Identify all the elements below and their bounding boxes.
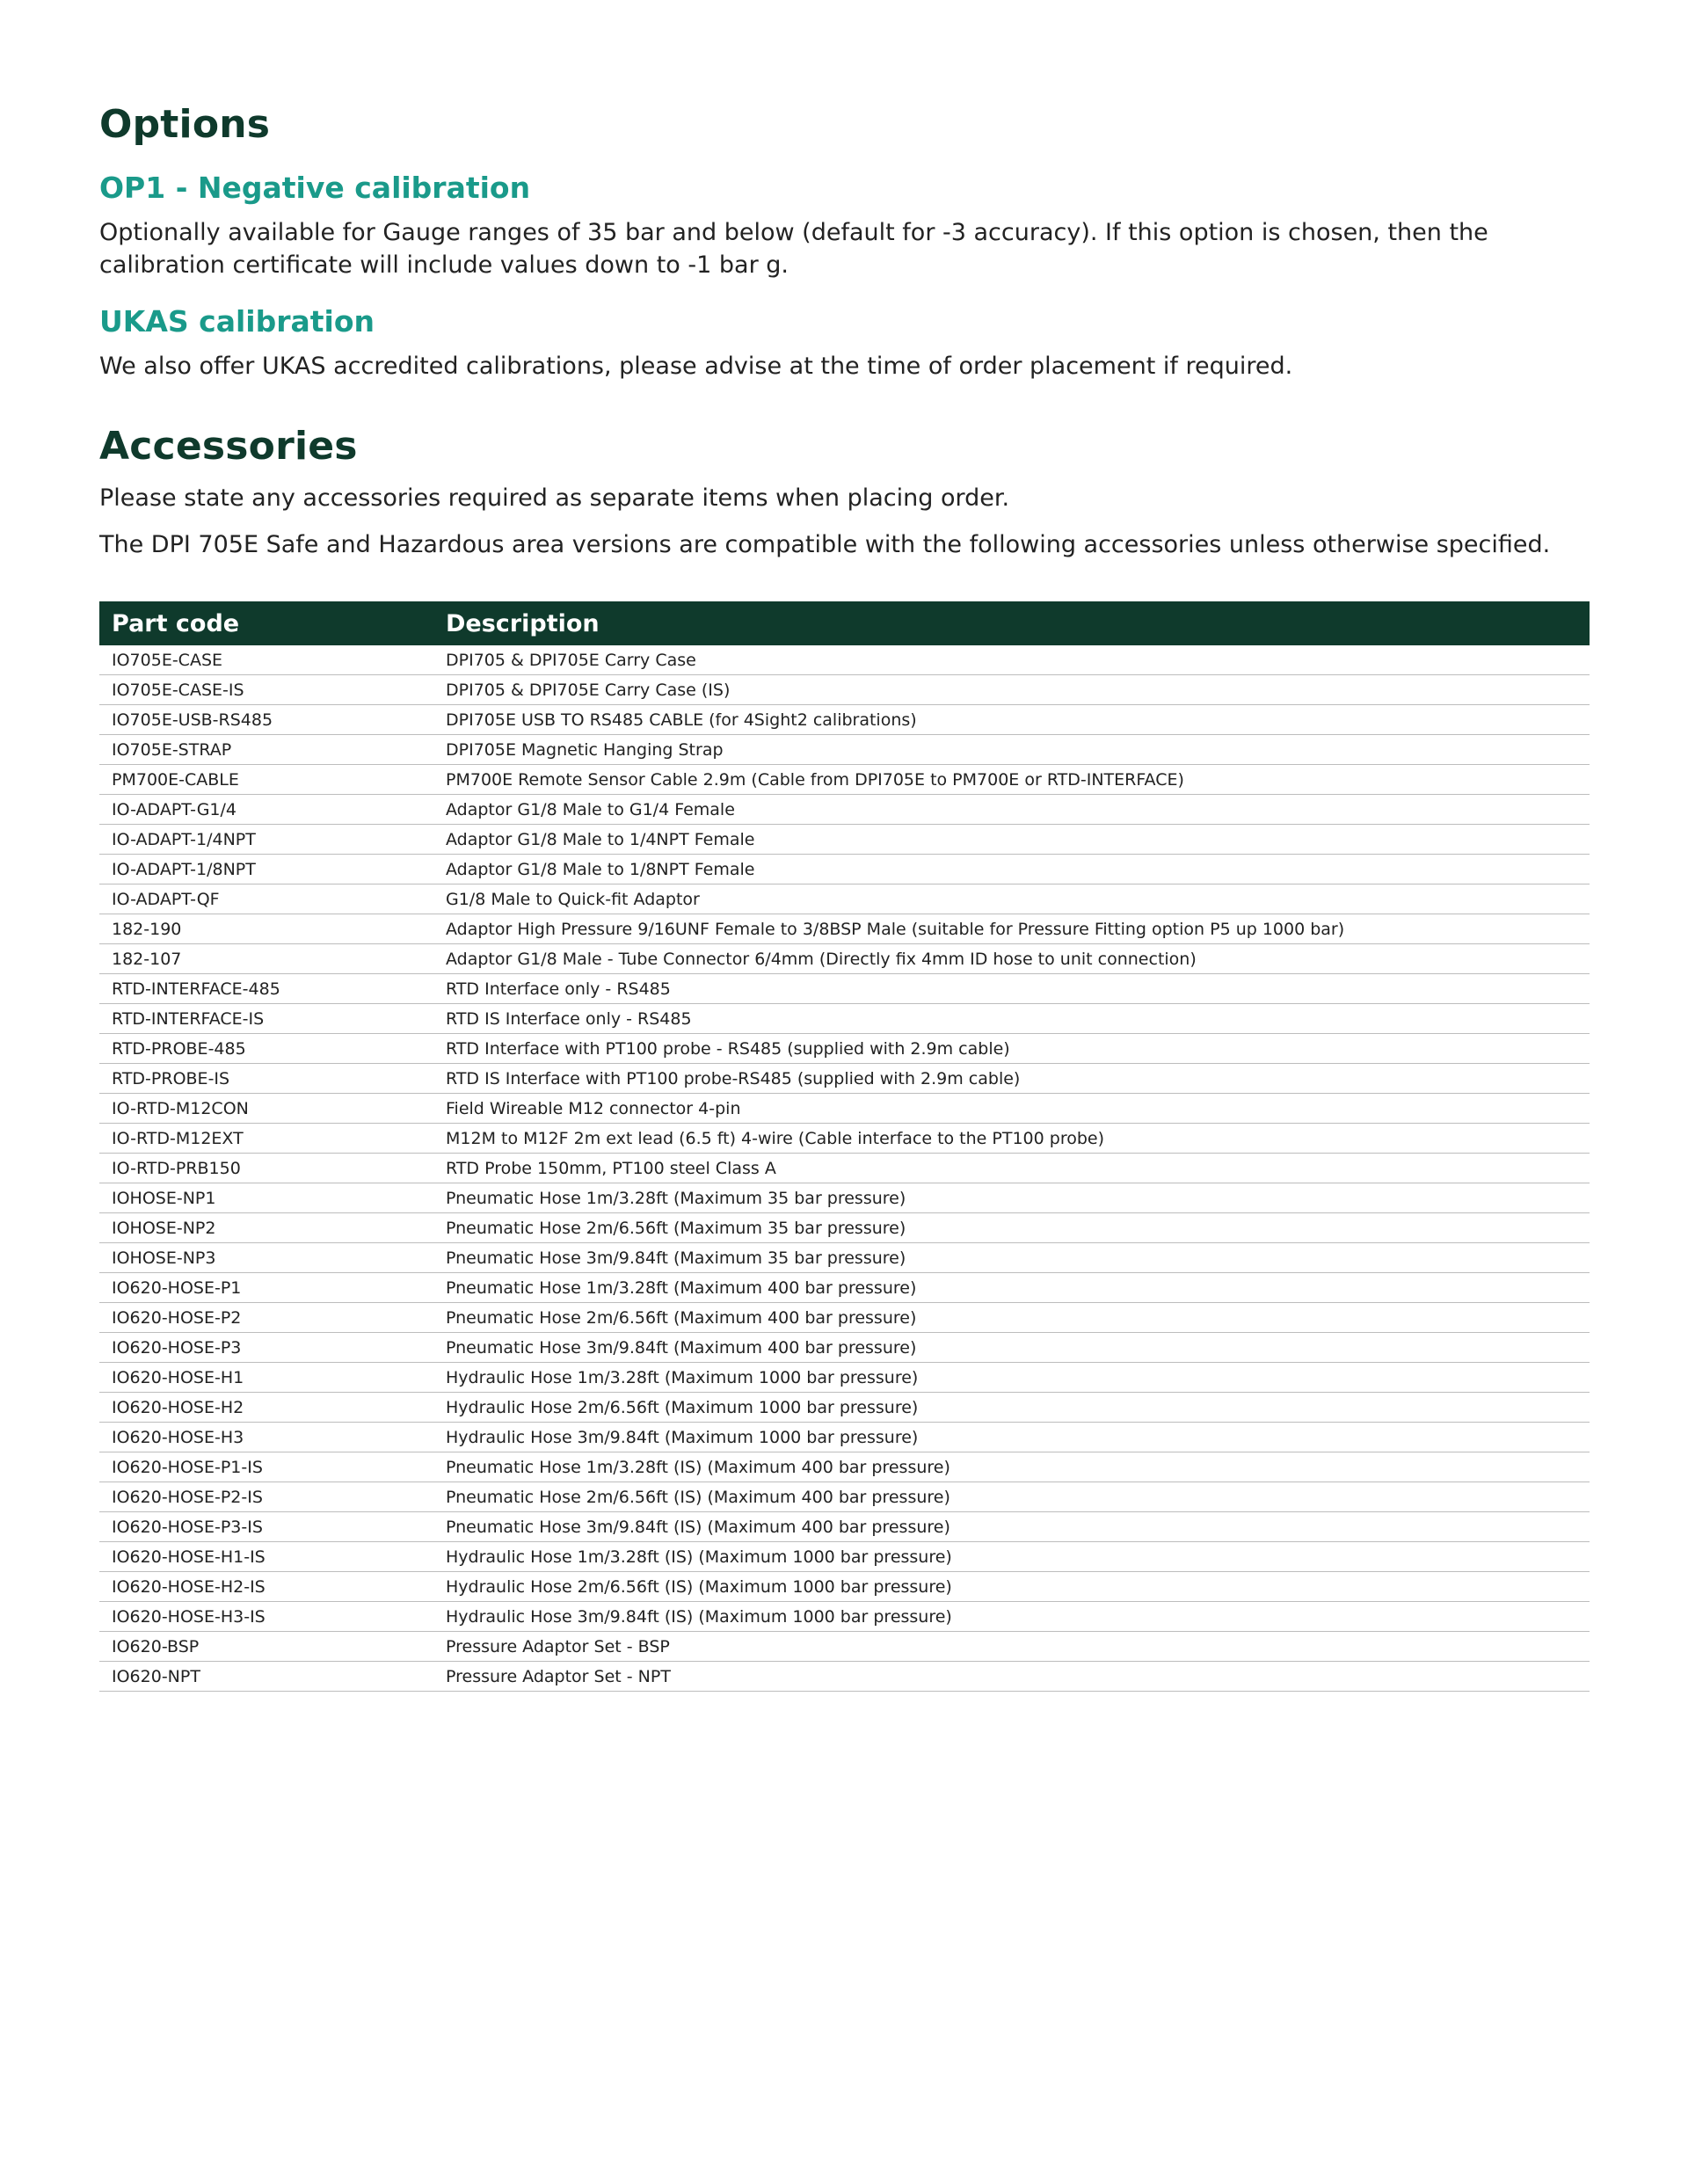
description-cell: Pneumatic Hose 1m/3.28ft (IS) (Maximum 400 bar pressure) bbox=[433, 1452, 1590, 1482]
part-code-cell: IO-RTD-PRB150 bbox=[99, 1154, 433, 1183]
table-header bbox=[99, 601, 1590, 645]
table-row bbox=[99, 705, 1590, 735]
table-row bbox=[99, 1333, 1590, 1363]
table-row bbox=[99, 1393, 1590, 1423]
part-code-cell: IO620-HOSE-P2 bbox=[99, 1303, 433, 1333]
table-row bbox=[99, 1213, 1590, 1243]
description-cell: Pneumatic Hose 1m/3.28ft (Maximum 400 bar pressure) bbox=[433, 1273, 1590, 1303]
table-row bbox=[99, 1662, 1590, 1692]
header-part-code: Part code bbox=[99, 601, 433, 645]
ukas-description: We also offer UKAS accredited calibrations, please advise at the time of order placement if required. bbox=[99, 353, 1293, 380]
accessories-table bbox=[99, 601, 1590, 1692]
table-row bbox=[99, 1602, 1590, 1632]
table-row bbox=[99, 1094, 1590, 1124]
part-code-cell: IO705E-USB-RS485 bbox=[99, 705, 433, 735]
description-cell: Hydraulic Hose 3m/9.84ft (Maximum 1000 bar pressure) bbox=[433, 1423, 1590, 1452]
ukas-heading: UKAS calibration bbox=[99, 304, 375, 339]
table-row bbox=[99, 1512, 1590, 1542]
accessories-heading: Accessories bbox=[99, 424, 358, 469]
part-code-cell: IO620-HOSE-P1-IS bbox=[99, 1452, 433, 1482]
part-code-cell: RTD-INTERFACE-IS bbox=[99, 1004, 433, 1034]
description-cell: Pressure Adaptor Set - NPT bbox=[433, 1662, 1590, 1692]
part-code-cell: 182-107 bbox=[99, 944, 433, 974]
part-code-cell: IO705E-STRAP bbox=[99, 735, 433, 765]
description-cell: RTD Interface with PT100 probe - RS485 (supplied with 2.9m cable) bbox=[433, 1034, 1590, 1064]
part-code-cell: IO-ADAPT-1/4NPT bbox=[99, 825, 433, 855]
part-code-cell: RTD-INTERFACE-485 bbox=[99, 974, 433, 1004]
table-row bbox=[99, 1034, 1590, 1064]
description-cell: RTD IS Interface only - RS485 bbox=[433, 1004, 1590, 1034]
description-cell: Pneumatic Hose 2m/6.56ft (Maximum 35 bar pressure) bbox=[433, 1213, 1590, 1243]
table-body bbox=[99, 645, 1590, 1692]
part-code-cell: IO620-HOSE-H2-IS bbox=[99, 1572, 433, 1602]
part-code-cell: 182-190 bbox=[99, 914, 433, 944]
part-code-cell: PM700E-CABLE bbox=[99, 765, 433, 795]
part-code-cell: IO-ADAPT-G1/4 bbox=[99, 795, 433, 825]
table-row bbox=[99, 1363, 1590, 1393]
part-code-cell: IO620-HOSE-P1 bbox=[99, 1273, 433, 1303]
table-row bbox=[99, 914, 1590, 944]
description-cell: Pneumatic Hose 2m/6.56ft (IS) (Maximum 400 bar pressure) bbox=[433, 1482, 1590, 1512]
description-cell: G1/8 Male to Quick-fit Adaptor bbox=[433, 885, 1590, 914]
part-code-cell: IO620-HOSE-P2-IS bbox=[99, 1482, 433, 1512]
description-cell: Hydraulic Hose 1m/3.28ft (IS) (Maximum 1000 bar pressure) bbox=[433, 1542, 1590, 1572]
table-row bbox=[99, 885, 1590, 914]
table-row bbox=[99, 1423, 1590, 1452]
description-cell: Adaptor High Pressure 9/16UNF Female to 3/8BSP Male (suitable for Pressure Fitting option P5 up 1000 bar) bbox=[433, 914, 1590, 944]
description-cell: Hydraulic Hose 2m/6.56ft (IS) (Maximum 1000 bar pressure) bbox=[433, 1572, 1590, 1602]
accessories-note: Please state any accessories required as separate items when placing order. bbox=[99, 484, 1010, 512]
part-code-cell: IO620-HOSE-H2 bbox=[99, 1393, 433, 1423]
description-cell: Adaptor G1/8 Male to 1/8NPT Female bbox=[433, 855, 1590, 885]
table-row bbox=[99, 1482, 1590, 1512]
table-row bbox=[99, 1243, 1590, 1273]
op1-description: Optionally available for Gauge ranges of 35 bar and below (default for -3 accuracy). If this option is chosen, then the calibration certificate will include values down to -1 bar g. bbox=[99, 219, 1488, 279]
table-row bbox=[99, 825, 1590, 855]
header-description: Description bbox=[433, 601, 1590, 645]
description-cell: Adaptor G1/8 Male - Tube Connector 6/4mm (Directly fix 4mm ID hose to unit connection) bbox=[433, 944, 1590, 974]
part-code-cell: IO-RTD-M12EXT bbox=[99, 1124, 433, 1154]
description-cell: Pneumatic Hose 3m/9.84ft (IS) (Maximum 400 bar pressure) bbox=[433, 1512, 1590, 1542]
table-row bbox=[99, 1124, 1590, 1154]
description-cell: DPI705 & DPI705E Carry Case bbox=[433, 645, 1590, 675]
part-code-cell: IO620-BSP bbox=[99, 1632, 433, 1662]
description-cell: Field Wireable M12 connector 4-pin bbox=[433, 1094, 1590, 1124]
table-row bbox=[99, 735, 1590, 765]
table-row bbox=[99, 1273, 1590, 1303]
description-cell: M12M to M12F 2m ext lead (6.5 ft) 4-wire (Cable interface to the PT100 probe) bbox=[433, 1124, 1590, 1154]
table-row bbox=[99, 675, 1590, 705]
table-row bbox=[99, 1572, 1590, 1602]
table-row bbox=[99, 944, 1590, 974]
part-code-cell: IO-RTD-M12CON bbox=[99, 1094, 433, 1124]
description-cell: DPI705E Magnetic Hanging Strap bbox=[433, 735, 1590, 765]
part-code-cell: IO-ADAPT-1/8NPT bbox=[99, 855, 433, 885]
description-cell: RTD Interface only - RS485 bbox=[433, 974, 1590, 1004]
part-code-cell: IO620-HOSE-P3-IS bbox=[99, 1512, 433, 1542]
part-code-cell: IO705E-CASE-IS bbox=[99, 675, 433, 705]
part-code-cell: RTD-PROBE-485 bbox=[99, 1034, 433, 1064]
part-code-cell: IO-ADAPT-QF bbox=[99, 885, 433, 914]
part-code-cell: IO620-HOSE-H3-IS bbox=[99, 1602, 433, 1632]
description-cell: PM700E Remote Sensor Cable 2.9m (Cable from DPI705E to PM700E or RTD-INTERFACE) bbox=[433, 765, 1590, 795]
description-cell: Hydraulic Hose 1m/3.28ft (Maximum 1000 bar pressure) bbox=[433, 1363, 1590, 1393]
part-code-cell: IOHOSE-NP1 bbox=[99, 1183, 433, 1213]
part-code-cell: IO620-NPT bbox=[99, 1662, 433, 1692]
description-cell: RTD IS Interface with PT100 probe-RS485 (supplied with 2.9m cable) bbox=[433, 1064, 1590, 1094]
description-cell: Pneumatic Hose 3m/9.84ft (Maximum 35 bar pressure) bbox=[433, 1243, 1590, 1273]
table-row bbox=[99, 795, 1590, 825]
table-row bbox=[99, 1154, 1590, 1183]
part-code-cell: IO620-HOSE-H1-IS bbox=[99, 1542, 433, 1572]
description-cell: Pneumatic Hose 3m/9.84ft (Maximum 400 bar pressure) bbox=[433, 1333, 1590, 1363]
table-row bbox=[99, 1632, 1590, 1662]
description-cell: Adaptor G1/8 Male to 1/4NPT Female bbox=[433, 825, 1590, 855]
table-row bbox=[99, 974, 1590, 1004]
table-row bbox=[99, 1064, 1590, 1094]
part-code-cell: IO705E-CASE bbox=[99, 645, 433, 675]
description-cell: Hydraulic Hose 2m/6.56ft (Maximum 1000 bar pressure) bbox=[433, 1393, 1590, 1423]
op1-heading: OP1 - Negative calibration bbox=[99, 171, 531, 205]
description-cell: RTD Probe 150mm, PT100 steel Class A bbox=[433, 1154, 1590, 1183]
part-code-cell: IO620-HOSE-P3 bbox=[99, 1333, 433, 1363]
description-cell: DPI705 & DPI705E Carry Case (IS) bbox=[433, 675, 1590, 705]
part-code-cell: IOHOSE-NP2 bbox=[99, 1213, 433, 1243]
description-cell: Pneumatic Hose 1m/3.28ft (Maximum 35 bar pressure) bbox=[433, 1183, 1590, 1213]
table-row bbox=[99, 1452, 1590, 1482]
table-row bbox=[99, 645, 1590, 675]
description-cell: DPI705E USB TO RS485 CABLE (for 4Sight2 calibrations) bbox=[433, 705, 1590, 735]
description-cell: Pressure Adaptor Set - BSP bbox=[433, 1632, 1590, 1662]
part-code-cell: IO620-HOSE-H3 bbox=[99, 1423, 433, 1452]
part-code-cell: IO620-HOSE-H1 bbox=[99, 1363, 433, 1393]
table-row bbox=[99, 855, 1590, 885]
table-row bbox=[99, 1004, 1590, 1034]
accessories-compatibility-note: The DPI 705E Safe and Hazardous area versions are compatible with the following accessories unless otherwise specified. bbox=[99, 531, 1551, 558]
description-cell: Hydraulic Hose 3m/9.84ft (IS) (Maximum 1000 bar pressure) bbox=[433, 1602, 1590, 1632]
table-row bbox=[99, 1542, 1590, 1572]
description-cell: Pneumatic Hose 2m/6.56ft (Maximum 400 bar pressure) bbox=[433, 1303, 1590, 1333]
description-cell: Adaptor G1/8 Male to G1/4 Female bbox=[433, 795, 1590, 825]
part-code-cell: IOHOSE-NP3 bbox=[99, 1243, 433, 1273]
table-row bbox=[99, 1183, 1590, 1213]
table-row bbox=[99, 1303, 1590, 1333]
options-heading: Options bbox=[99, 102, 271, 147]
table-row bbox=[99, 765, 1590, 795]
part-code-cell: RTD-PROBE-IS bbox=[99, 1064, 433, 1094]
